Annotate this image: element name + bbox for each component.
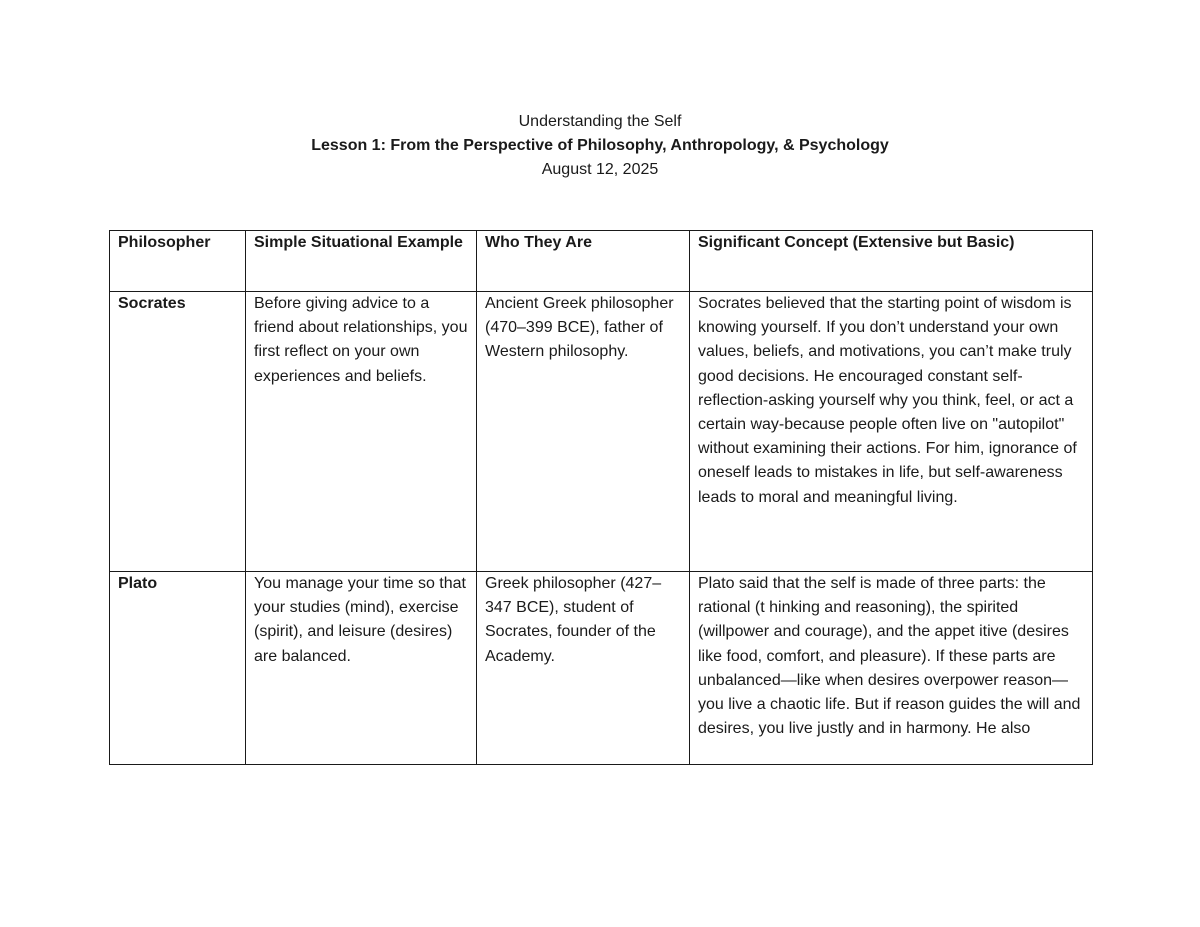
table-header-row bbox=[110, 231, 1093, 292]
significant-concept: Socrates believed that the starting point of wisdom is knowing yourself. If you don’t understand your own values, beliefs, and motivations, you can’t make truly good decisions. He encouraged constant self-reflection-asking yourself why you think, feel, or act a certain way-because people often live on "autopilot" without examining their actions. For him, ignorance of oneself leads to mistakes in life, but self-awareness leads to moral and meaningful living. bbox=[690, 292, 1093, 572]
significant-concept: Plato said that the self is made of three parts: the rational (t hinking and reasoning), the spirited (willpower and courage), and the appet itive (desires like food, comfort, and pleasure). If these parts are unbalanced—like when desires overpower reason—you live a chaotic life. But if reason guides the will and desires, you live justly and in harmony. He also bbox=[690, 572, 1093, 765]
column-header-philosopher: Philosopher bbox=[110, 231, 246, 292]
lesson-date: August 12, 2025 bbox=[541, 161, 659, 178]
philosophers-table bbox=[109, 230, 1093, 765]
column-header-concept: Significant Concept (Extensive but Basic) bbox=[690, 231, 1093, 292]
situational-example: Before giving advice to a friend about relationships, you first reflect on your own experiences and beliefs. bbox=[246, 292, 477, 572]
column-header-example: Simple Situational Example bbox=[246, 231, 477, 292]
document-header bbox=[0, 110, 1200, 182]
table-row bbox=[110, 292, 1093, 572]
situational-example: You manage your time so that your studies (mind), exercise (spirit), and leisure (desires) are balanced. bbox=[246, 572, 477, 765]
who-they-are: Ancient Greek philosopher (470–399 BCE), father of Western philosophy. bbox=[477, 292, 690, 572]
course-title: Understanding the Self bbox=[518, 113, 682, 130]
philosopher-name: Socrates bbox=[110, 292, 246, 572]
column-header-who: Who They Are bbox=[477, 231, 690, 292]
philosopher-name: Plato bbox=[110, 572, 246, 765]
who-they-are: Greek philosopher (427–347 BCE), student of Socrates, founder of the Academy. bbox=[477, 572, 690, 765]
lesson-title: Lesson 1: From the Perspective of Philosophy, Anthropology, & Psychology bbox=[311, 137, 889, 154]
table-row bbox=[110, 572, 1093, 765]
